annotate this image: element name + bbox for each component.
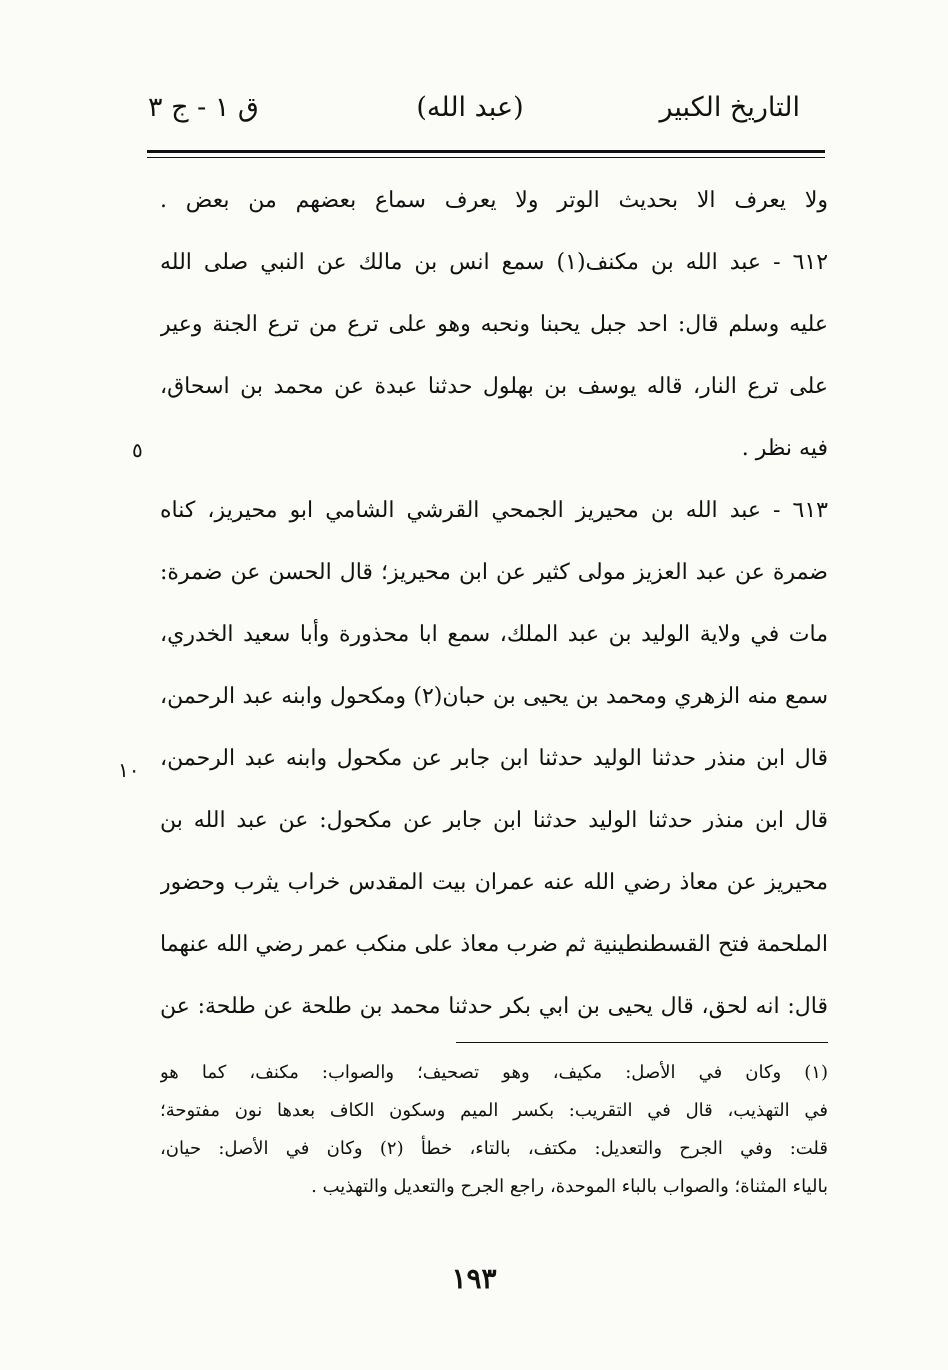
footnotes bbox=[160, 1054, 828, 1206]
text-line: ٦١٣ - عبد الله بن محيريز الجمحي القرشي الشامي ابو محيريز، كناه bbox=[160, 498, 828, 523]
text-line: على ترع النار، قاله يوسف بن بهلول حدثنا عبدة عن محمد بن اسحاق، bbox=[160, 374, 828, 399]
header-rule-thick bbox=[147, 150, 825, 153]
text-line: الملحمة فتح القسطنطينية ثم ضرب معاذ على منكب عمر رضي الله عنهما bbox=[160, 932, 828, 957]
line-number-10: ١٠ bbox=[118, 758, 140, 782]
footnote-line: في التهذيب، قال في التقريب: بكسر الميم وسكون الكاف بعدها نون مفتوحة؛ bbox=[160, 1100, 828, 1121]
footnote-rule bbox=[456, 1042, 828, 1043]
text-line: قال ابن منذر حدثنا الوليد حدثنا ابن جابر عن مكحول: عن عبد الله بن bbox=[160, 808, 828, 833]
book-title: التاريخ الكبير bbox=[659, 92, 800, 123]
text-line: قال ابن منذر حدثنا الوليد حدثنا ابن جابر عن مكحول وابنه عبد الرحمن، bbox=[160, 746, 828, 771]
line-number-5: ٥ bbox=[132, 438, 143, 462]
text-line: عليه وسلم قال: احد جبل يحبنا ونحبه وهو على ترع من ترع الجنة وعير bbox=[160, 312, 828, 337]
text-line: قال: انه لحق، قال يحيى بن ابي بكر حدثنا محمد بن طلحة عن طلحة: عن bbox=[160, 994, 828, 1019]
text-line: ضمرة عن عبد العزيز مولى كثير عن ابن محيريز؛ قال الحسن عن ضمرة: bbox=[160, 560, 828, 585]
footnote-line: (١) وكان في الأصل: مكيف، وهو تصحيف؛ والصواب: مكنف، كما هو bbox=[160, 1062, 828, 1083]
footnote-line: بالياء المثناة؛ والصواب بالباء الموحدة، راجع الجرح والتعديل والتهذيب . bbox=[311, 1176, 828, 1197]
text-line: سمع منه الزهري ومحمد بن يحيى بن حبان(٢) ومكحول وابنه عبد الرحمن، bbox=[160, 684, 828, 709]
section-title: (عبد الله) bbox=[416, 92, 524, 123]
footnote-line: قلت: وفي الجرح والتعديل: مكتف، بالتاء، خطأ (٢) وكان في الأصل: حيان، bbox=[160, 1138, 828, 1159]
text-line: ٦١٢ - عبد الله بن مكنف(١) سمع انس بن مالك عن النبي صلى الله bbox=[160, 250, 828, 275]
volume-label: ق ١ - ج ٣ bbox=[148, 92, 259, 123]
running-header bbox=[140, 92, 800, 142]
main-text bbox=[160, 170, 828, 1038]
text-line: محيريز عن معاذ رضي الله عنه عمران بيت المقدس خراب يثرب وحضور bbox=[160, 870, 828, 895]
text-line: ولا يعرف الا بحديث الوتر ولا يعرف سماع بعضهم من بعض . bbox=[160, 188, 828, 213]
header-rule-thin bbox=[147, 157, 825, 158]
text-line: فيه نظر . bbox=[741, 436, 828, 461]
page-number: ١٩٣ bbox=[451, 1262, 497, 1295]
text-line: مات في ولاية الوليد بن عبد الملك، سمع ابا محذورة وأبا سعيد الخدري، bbox=[160, 622, 828, 647]
